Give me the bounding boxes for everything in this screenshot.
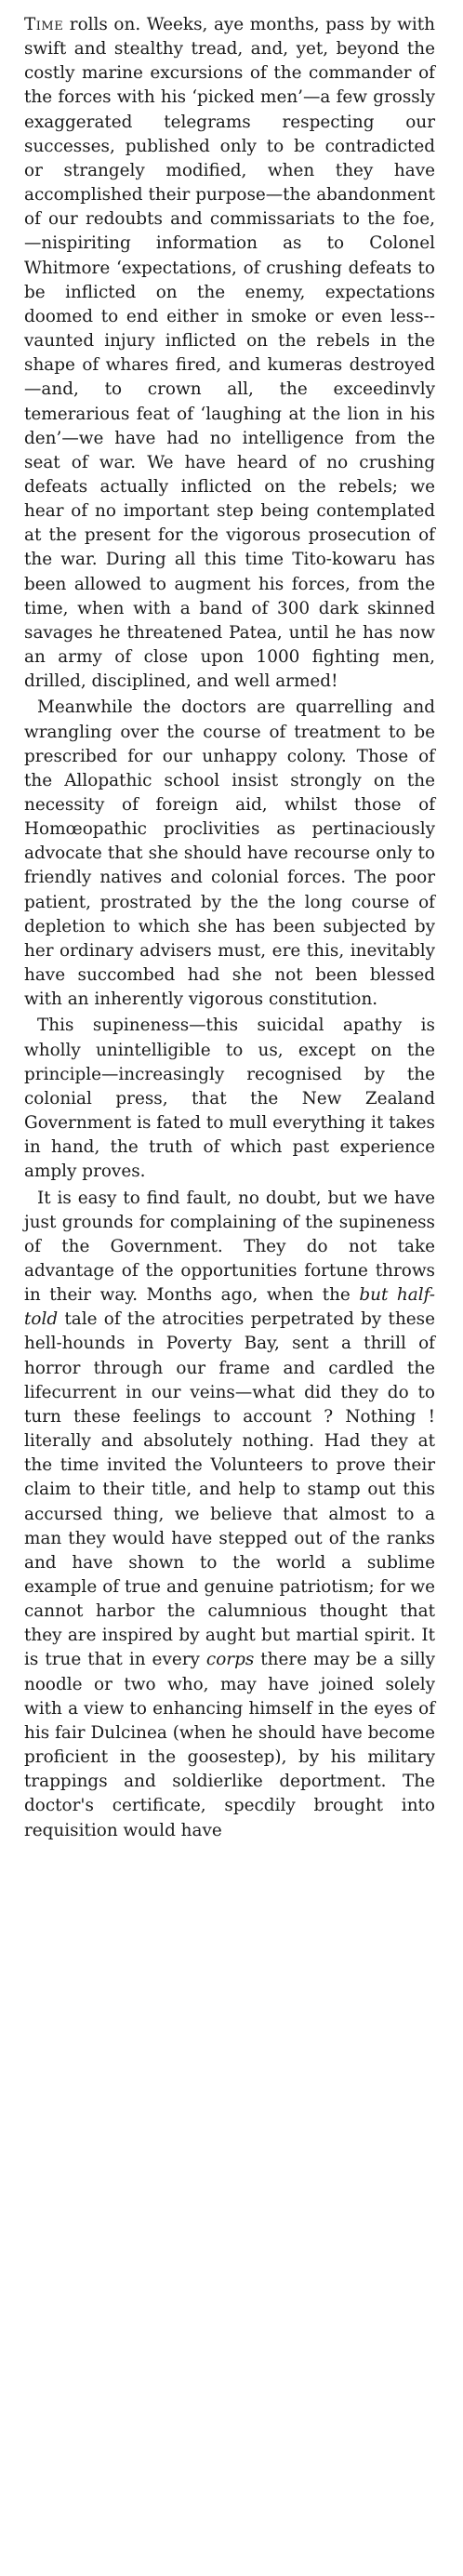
lead-word: Time: [24, 15, 64, 34]
text-run: Meanwhile the doctors are quarrelling and wrangling over the course of treatment to be prescribed for our unhappy colony. Those of the Allopathic school insist strongly on the necessity of foreign aid, whilst those of Homœopathic proclivities as pertinaciously advocate that she should have recourse only to friendly natives and colonial forces. The poor patient, prostrated by the the long course of depletion to which she has been subjected by her ordinary advisers must, ere this, inevitably have succombed had she not been blessed with an inherently vigorous constitution.: [24, 697, 435, 1010]
text-run: It is easy to find fault, no doubt, but we have just grounds for complaining of the supineness of the Government. They do not take advantage of the opportunities fortune throws in their way. Months ago, when the: [24, 1188, 435, 1306]
italic-phrase: but half-told: [24, 1285, 435, 1330]
paragraph-2: [24, 696, 435, 1012]
italic-phrase: corps: [205, 1650, 255, 1670]
paragraph-3: [24, 1014, 435, 1184]
paragraph-1: [24, 13, 435, 694]
text-run: tale of the atrocities perpetrated by these hell-hounds in Poverty Bay, sent a thrill of horror through our frame and cardled the lifecurrent in our veins—what did they do to turn these feelings to account ? Nothing ! literally and absolutely nothing. Had they at the time invited the Volunteers to prove their claim to their title, and help to stamp out this accursed thing, we believe that almost to a man they would have stepped out of the ranks and have shown to the world a sublime example of true and genuine patriotism; for we cannot harbor the calumnious thought that they are inspired by aught but martial spirit. It is true that in every: [24, 1309, 435, 1670]
text-run: This supineness—this suicidal apathy is wholly unintelligible to us, except on the principle—increasingly recognised by the colonial press, that the New Zealand Government is fated to mull everything it takes in hand, the truth of which past experience amply proves.: [24, 1016, 435, 1182]
text-run: rolls on. Weeks, aye months, pass by with swift and stealthy tread, and, yet, beyond the costly marine excursions of the commander of the forces with his ‘picked men’—a few grossly exaggerated telegrams respecting our successes, published only to be contradicted or strangely modified, when they have accomplished their purpose—the abandonment of our redoubts and commissariats to the foe,—nispiriting information as to Colonel Whitmore ‘expectations, of crushing defeats to be inflicted on the enemy, expectations doomed to end either in smoke or even less--vaunted injury inflicted on the rebels in the shape of whares fired, and kumeras destroyed—and, to crown all, the exceedinvly temerarious feat of ‘laughing at the lion in his den’—we have had no intelligence from the seat of war. We have heard of no crushing defeats actually inflicted on the rebels; we hear of no important step being contemplated at the present for the vigorous prosecution of the war. During all this time Tito-kowaru has been allowed to augment his forces, from the time, when with a band of 300 dark skinned savages he threatened Patea, until he has now an army of close upon 1000 fighting men, drilled, disciplined, and well armed!: [24, 15, 435, 692]
text-run: there may be a silly noodle or two who, may have joined solely with a view to enhancing himself in the eyes of his fair Dulcinea (when he should have become proficient in the goosestep), by his military trappings and soldierlike deportment. The doctor's certificate, specdily brought into requisition would have: [24, 1650, 435, 1840]
paragraph-4: [24, 1187, 435, 1843]
